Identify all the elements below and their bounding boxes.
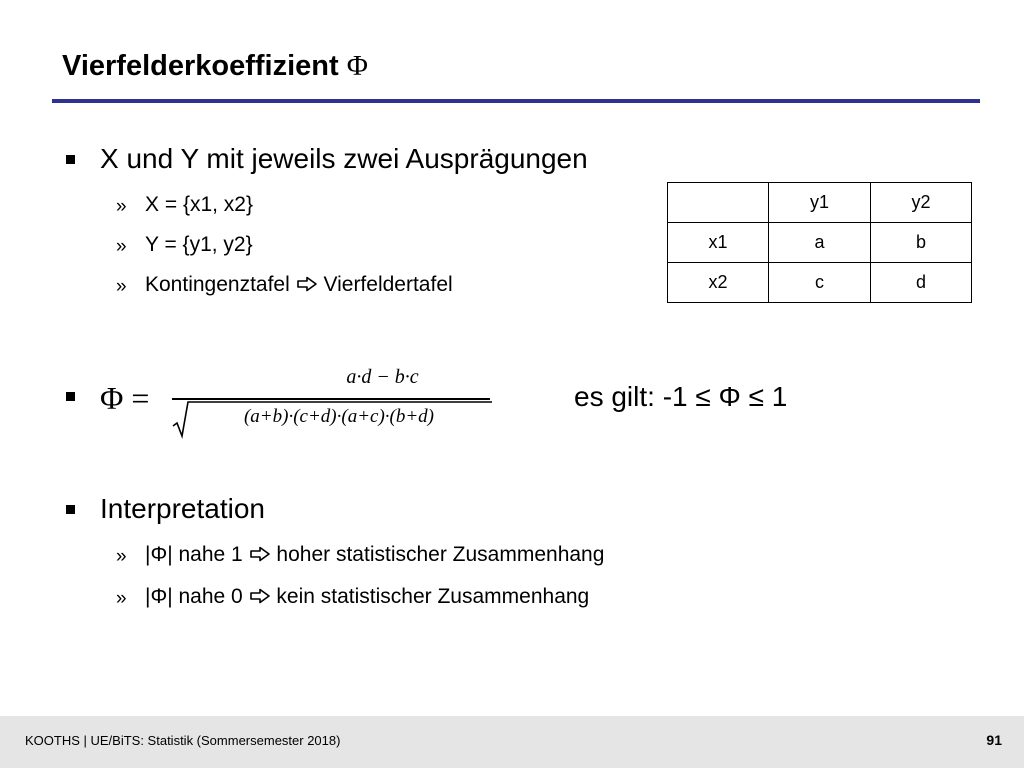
table-cell: d <box>871 263 972 303</box>
interpretation-item-high <box>145 543 604 567</box>
bullet-square-icon <box>66 155 75 164</box>
kontingenztafel-label: Kontingenztafel <box>145 273 290 296</box>
arrow-right-icon <box>249 588 271 604</box>
sub-bullet-icon: » <box>116 276 127 297</box>
table-cell: y2 <box>871 183 972 223</box>
table-row <box>668 263 972 303</box>
slide-footer <box>0 716 1024 768</box>
sub-bullet-icon: » <box>116 546 127 567</box>
formula-denominator: (a+b)·(c+d)·(a+c)·(b+d) <box>243 406 435 427</box>
page-number: 91 <box>986 732 1002 748</box>
formula-lhs: Φ = <box>100 380 150 416</box>
table-cell <box>668 183 769 223</box>
sub-bullet-icon: » <box>116 196 127 217</box>
section3-heading: Interpretation <box>100 493 265 524</box>
table-row <box>668 223 972 263</box>
bullet-square-icon <box>66 392 75 401</box>
contingency-table <box>667 182 972 303</box>
slide-title <box>62 50 368 83</box>
vierfeldertafel-label: Vierfeldertafel <box>323 273 453 296</box>
sub-item-kontingenztafel <box>145 273 453 297</box>
table-cell: c <box>769 263 871 303</box>
interpretation-low-result: kein statistischer Zusammenhang <box>276 585 590 608</box>
footer-text: KOOTHS | UE/BiTS: Statistik (Sommersemester 2018) <box>25 733 341 748</box>
section1-heading: X und Y mit jeweils zwei Ausprägungen <box>100 143 588 174</box>
table-header-row <box>668 183 972 223</box>
slide-title-text: Vierfelderkoeffizient <box>62 50 339 82</box>
title-phi-symbol: Φ <box>346 50 368 82</box>
arrow-right-icon <box>296 276 318 292</box>
formula-numerator: a·d − b·c <box>346 366 419 388</box>
table-cell: a <box>769 223 871 263</box>
sub-bullet-icon: » <box>116 236 127 257</box>
arrow-right-icon <box>249 546 271 562</box>
interpretation-item-low <box>145 585 589 609</box>
interpretation-low-condition: |Φ| nahe 0 <box>145 585 243 608</box>
title-underline <box>52 99 980 103</box>
sub-item-y-set: Y = {y1, y2} <box>145 233 253 256</box>
table-cell: x1 <box>668 223 769 263</box>
sub-bullet-icon: » <box>116 588 127 609</box>
formula-condition: es gilt: -1 ≤ Φ ≤ 1 <box>574 381 788 412</box>
table-cell: y1 <box>769 183 871 223</box>
interpretation-high-condition: |Φ| nahe 1 <box>145 543 243 566</box>
table-cell: x2 <box>668 263 769 303</box>
table-cell: b <box>871 223 972 263</box>
phi-formula <box>100 360 520 440</box>
bullet-square-icon <box>66 505 75 514</box>
sub-item-x-set: X = {x1, x2} <box>145 193 253 216</box>
interpretation-high-result: hoher statistischer Zusammenhang <box>276 543 605 566</box>
